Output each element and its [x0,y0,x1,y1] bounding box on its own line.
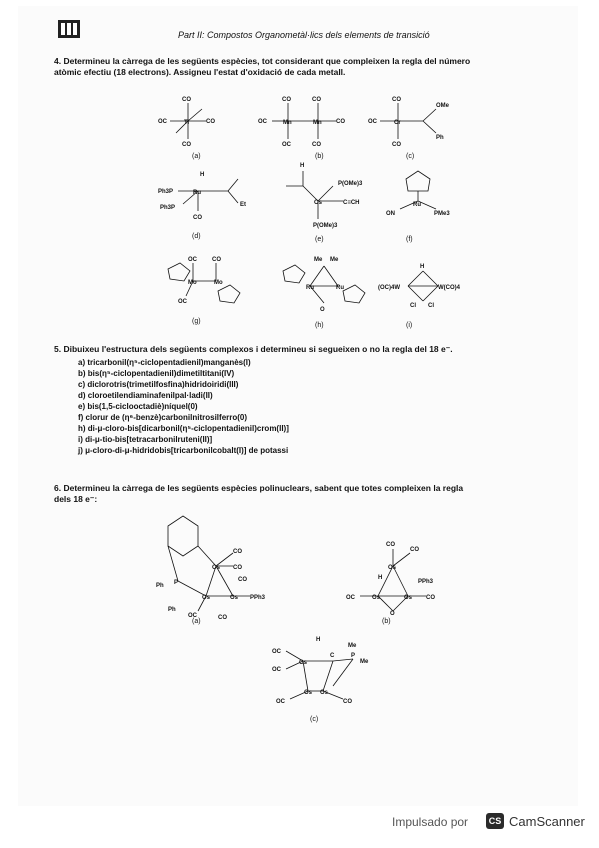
list-item: b) bis(η⁵-ciclopentadienil)dimetiltitani(IV) [78,369,235,378]
svg-text:C: C [330,653,335,659]
label-6a: (a) [192,618,201,625]
svg-text:(OC)4W: (OC)4W [378,285,400,291]
cluster-a [156,516,266,621]
svg-text:Cl: Cl [428,303,434,309]
question-6-line2: dels 18 e⁻: [54,494,98,504]
svg-text:Os: Os [299,660,308,666]
svg-text:H: H [420,264,425,270]
svg-text:CO: CO [233,549,242,555]
svg-text:Ru: Ru [413,202,421,208]
svg-text:Me: Me [314,257,323,263]
svg-text:OC: OC [178,299,187,305]
structure-h [283,257,365,313]
svg-text:H: H [200,172,205,178]
list-item: d) cloroetilendiaminafenilpal·ladi(II) [78,391,213,400]
svg-text:C≡CH: C≡CH [343,200,360,206]
svg-text:CO: CO [182,97,191,103]
svg-text:Ph: Ph [168,607,176,613]
svg-text:Me: Me [348,643,357,649]
svg-text:P: P [351,653,356,659]
question-5: 5. Dibuixeu l'estructura dels següents complexos i determineu si segueixen o no la regla del 18 e⁻. [54,344,453,354]
university-logo [58,20,80,38]
list-item: a) tricarbonil(η⁵-ciclopentadienil)manganès(I) [78,358,251,367]
svg-text:OC: OC [188,257,197,263]
label-4f: (f) [406,236,413,243]
label-4g: (g) [192,318,201,325]
svg-text:CO: CO [212,257,221,263]
list-item: e) bis(1,5-ciclooctadiè)níquel(0) [78,402,198,411]
label-4b: (b) [315,153,324,160]
svg-text:Ru: Ru [193,190,201,196]
structure-d [158,172,246,221]
q6-structures [138,511,458,741]
svg-text:OMe: OMe [436,103,450,109]
cluster-c [272,637,369,705]
svg-text:CO: CO [193,215,202,221]
question-4-line2: atòmic efectiu (18 electrons). Assigneu l'estat d'oxidació de cada metall. [54,67,346,77]
footer-prefix: Impulsado por [392,815,469,829]
svg-text:ON: ON [386,211,395,217]
svg-text:OC: OC [346,595,355,601]
svg-text:OC: OC [272,649,281,655]
svg-text:CO: CO [233,565,242,571]
svg-text:Os: Os [202,595,211,601]
structure-f [386,171,450,217]
list-item: j) μ-cloro-di-μ-hidridobis[tricarbonilcobalt(I)] de potassi [78,446,289,455]
question-6-line1: 6. Determineu la càrrega de les següents espècies polinuclears, sabent que totes compleixen la regla [54,483,464,493]
svg-text:Os: Os [304,690,313,696]
svg-text:OC: OC [158,119,167,125]
svg-text:Os: Os [388,565,397,571]
svg-text:Ti: Ti [184,120,190,126]
svg-text:OC: OC [368,119,377,125]
cluster-b [346,542,435,617]
svg-text:CO: CO [410,547,419,553]
svg-text:Ph: Ph [156,583,164,589]
svg-text:Mo: Mo [188,280,197,286]
svg-text:Os: Os [230,595,239,601]
label-4e: (e) [315,236,324,243]
svg-text:PPh3: PPh3 [418,579,434,585]
camscanner-brand: CamScanner [509,814,585,829]
svg-text:Os: Os [372,595,381,601]
svg-text:Cl: Cl [410,303,416,309]
svg-text:Mn: Mn [313,120,322,126]
svg-text:H: H [300,163,305,169]
label-4a: (a) [192,153,201,160]
svg-text:Os: Os [404,595,413,601]
svg-text:O: O [320,307,325,313]
svg-text:Os: Os [314,200,323,206]
svg-text:Me: Me [360,659,369,665]
svg-text:CO: CO [282,97,291,103]
svg-text:CO: CO [336,119,345,125]
svg-text:CO: CO [312,97,321,103]
svg-text:PMe3: PMe3 [434,211,450,217]
svg-text:Cr: Cr [394,120,401,126]
structure-c [368,97,450,148]
question-4-line1: 4. Determineu la càrrega de les següents espècies, tot considerant que compleixen la regla del número [54,56,471,66]
label-6b: (b) [382,618,391,625]
list-item: i) di-μ-tio-bis[tetracarbonilruteni(II)] [78,435,213,444]
svg-text:CO: CO [218,615,227,621]
svg-text:W(CO)4: W(CO)4 [438,285,460,291]
svg-text:PPh3: PPh3 [250,595,266,601]
svg-text:Ru: Ru [336,285,344,291]
svg-text:Ph3P: Ph3P [158,189,174,195]
label-4d: (d) [192,233,201,240]
svg-text:Os: Os [320,690,329,696]
svg-text:P: P [174,580,179,586]
svg-text:H: H [316,637,321,643]
svg-text:CO: CO [312,142,321,148]
svg-text:Os: Os [212,565,221,571]
svg-text:P(OMe)3: P(OMe)3 [313,223,338,229]
svg-text:P(OMe)3: P(OMe)3 [338,181,363,187]
structure-a [158,97,215,148]
svg-text:OC: OC [258,119,267,125]
svg-text:O: O [390,611,395,617]
svg-text:CO: CO [426,595,435,601]
scanned-page [18,6,578,806]
svg-text:CO: CO [182,142,191,148]
svg-text:OC: OC [272,667,281,673]
svg-text:Ph3P: Ph3P [160,205,176,211]
svg-text:Et: Et [240,202,246,208]
label-4i: (i) [406,322,413,329]
svg-text:OC: OC [282,142,291,148]
page-header: Part II: Compostos Organometàl·lics dels elements de transició [178,30,430,40]
list-item: h) di-μ-cloro-bis[dicarbonil(η⁵-ciclopentadienil)crom(II)] [78,424,289,433]
svg-text:Mo: Mo [214,280,223,286]
svg-text:Ru: Ru [306,285,314,291]
list-item: f) clorur de (η⁶-benzè)carbonilnitrosilferro(0) [78,413,248,422]
svg-text:Ph: Ph [436,135,444,141]
q4-structures [138,91,538,341]
label-4h: (h) [315,322,324,329]
svg-text:H: H [378,575,383,581]
svg-text:CO: CO [392,142,401,148]
svg-text:CO: CO [206,119,215,125]
svg-text:Me: Me [330,257,339,263]
svg-text:Mn: Mn [283,120,292,126]
structure-b [258,97,345,148]
structure-g [168,257,240,305]
structure-i [378,264,461,309]
svg-text:CO: CO [238,577,247,583]
svg-text:CO: CO [343,699,352,705]
svg-text:OC: OC [188,613,197,619]
svg-text:CO: CO [392,97,401,103]
structure-e [286,163,363,229]
label-6c: (c) [310,716,319,723]
camscanner-logo-icon: CS [486,813,504,829]
label-4c: (c) [406,153,415,160]
list-item: c) diclorotris(trimetilfosfina)hidridoiridi(III) [78,380,239,389]
svg-text:CO: CO [386,542,395,548]
svg-text:OC: OC [276,699,285,705]
